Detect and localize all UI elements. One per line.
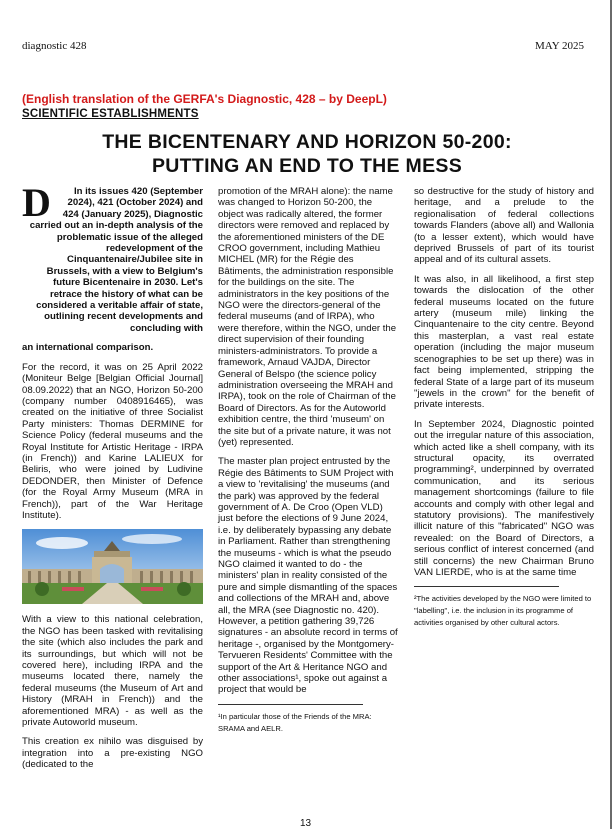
- article-title: [22, 130, 592, 178]
- intro-paragraph: [22, 180, 203, 334]
- column-3: [414, 186, 594, 637]
- footnote-1: ¹In particular those of the Friends of the MRA: SRAMA and AELR.: [218, 711, 372, 733]
- title-line-1: THE BICENTENARY AND HORIZON 50-200:: [102, 131, 512, 153]
- col3-paragraph-3: In September 2024, Diagnostic pointed out the irregular nature of this association, which acted like a shell company, with its structural opacity, its overrated programming², underpinned by overrated communication, and its serious management shortcomings (failure to file accounts and comply with other legal and statutory provisions). The manifestively illicit nature of this "fabricated" NGO was revealed: on the Board of Directors, a serious conflict of interest concerned (and still concerns) the new Chairman Bruno VAN LIERDE, who is at the same time: [414, 418, 594, 578]
- col2-paragraph-2: The master plan project entrusted by the Régie des Bâtiments to SUM Project with a view to 'revitalising' the museums (and the park) was approved by the federal government of A. De Croo (Open VLD) just before the elections of 9 June 2024, i.e. by deliberately bypassing any debate in Parliament. Rather than strengthening the museums - which is what the pseudo NGO claimed it wanted to do - the ministers' plan in reality consisted of the pure and simple dismantling of the spaces and collections of the MRAH and, above all, the MRA (see Diagnostic no. 420). However, a petition gathering 39,726 signatures - an absolute record in terms of heritage -, organised by the Montgomery-Tervueren Residents' Committee with the support of the Art & Heritance NGO and other associations¹, spoke out against a project that would be: [218, 456, 398, 696]
- issue-date: MAY 2025: [535, 40, 585, 52]
- footnote-rule: [414, 586, 559, 587]
- intro-text: In its issues 420 (September 2024), 421 (October 2024) and 424 (January 2025), Diagnostic carried out an in-depth analysis of the problematic issue of the alleged redevelopment of the Cinquantenaire/Jubilee site in Brussels, with a view to Belgium's future Bicentenaire in 2030. Let's retrace the history of what can be considered a veritable affair of state, outlining recent developments and concluding with: [29, 186, 203, 334]
- title-line-2: PUTTING AN END TO THE MESS: [151, 155, 463, 177]
- col1-paragraph-3: This creation ex nihilo was disguised by integration into a pre-existing NGO (dedicated to the: [22, 736, 203, 771]
- col2-paragraph-1: promotion of the MRAH alone): the name was changed to Horizon 50-200, the object was radically altered, the former directors were removed and replaced by the aforementioned ministers of the DE CROO government, including Mathieu MICHEL (MR) for the Régie des Bâtiments, the administration responsible for the buildings on the site. The administrators in the key positions of the NGO were the directors-general of the federal museums (and of IRPA), who were therefore, within the NGO, under the direct supervision of their founding ministers-administrators. To provide a framework, Arnaud VAJDA, Director General of Belspo (the science policy administration overseeing the MRAH and IRPA), took on the role of Chairman of the Board of Directors. As for the Autoworld exhibition centre, the third 'museum' on the site but of a private nature, it was not (yet) represented.: [218, 186, 397, 448]
- col1-paragraph-1: For the record, it was on 25 April 2022 (Moniteur Belge [Belgian Official Journal] 08.09.2022) that an NGO, Horizon 50-200 (company number 0408916465), was created on the initiative of three Socialist Party ministers: Thomas DERMINE for Science Policy (federal museums and the Royal Institute for Artistic Heritage - IRPA (in French)) and Karine LALIEUX for Beliris, who were joined by Ludivine DEDONDER, then Minister of Defence (for the Royal Army Museum (MRA in French)), part of the War Heritage Institute).: [22, 361, 203, 521]
- section-label: SCIENTIFIC ESTABLISHMENTS: [22, 108, 199, 120]
- translation-note: (English translation of the GERFA's Diagnostic, 428 – by DeepL): [22, 92, 387, 106]
- page-number: 13: [300, 818, 312, 829]
- col1-paragraph-2: With a view to this national celebration, the NGO has been tasked with revitalising the site (which also includes the park and its surroundings, but which will not be covered here), including IRPA and the museums located there, namely the federal museums (the Museum of Art and History (MRAH in French)) and the aforementioned MRA) - as well as the private Autoworld museum.: [22, 614, 203, 729]
- column-2: [218, 186, 398, 743]
- col3-paragraph-1: so destructive for the study of history and heritage, and a prelude to the regionalisation of federal collections towards Flanders (above all) and Wallonia (to a lesser extent), which would have deprived Brussels of part of its tourist appeal and of its cultural assets.: [414, 186, 594, 266]
- cinquantenaire-photo: [22, 529, 203, 604]
- footnote-2: ²The activities developed by the NGO were limited to "labelling", i.e. the inclusion in its programme of activities organised by other cultural actors.: [414, 594, 592, 628]
- footnote-rule: [218, 704, 363, 705]
- column-1: [22, 180, 203, 779]
- intro-last-line: an international comparison.: [22, 342, 154, 354]
- drop-cap: D: [22, 180, 51, 225]
- col3-paragraph-2: It was also, in all likelihood, a first step towards the dislocation of the other federal museums located on the future artery (museum mile) linking the Cinquantenaire to the city centre. Beyond this masterplan, a vast real estate operation (including the major museum scenographies to be set up there) was in fact being implemented, stripping the federal State of a large part of its museum "jewels in the crown" for the benefit of private interests.: [414, 273, 594, 411]
- publication-header: diagnostic 428: [22, 40, 87, 52]
